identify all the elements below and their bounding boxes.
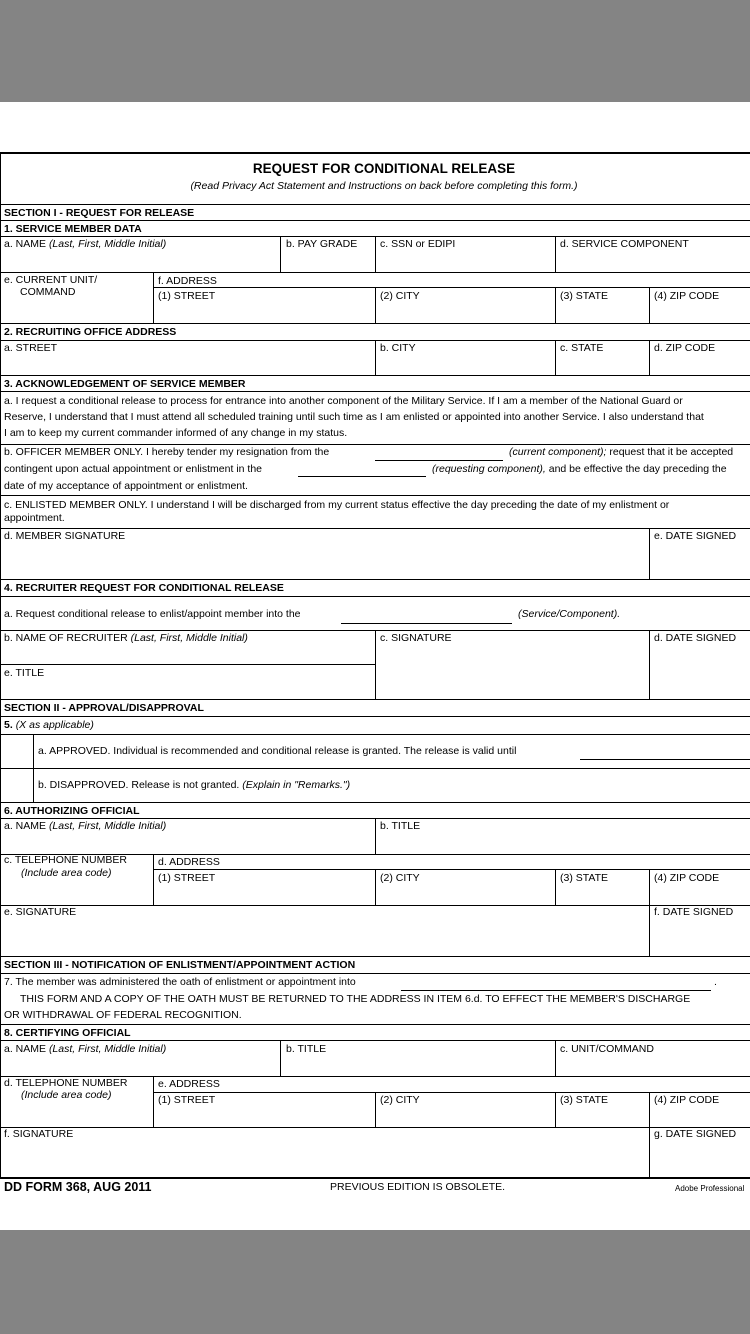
item-7-line-2: THIS FORM AND A COPY OF THE OATH MUST BE RETURNED TO THE ADDRESS IN ITEM 6.d. TO EFFECT THE MEMBER'S DISCHARGE [20, 993, 691, 1005]
field-4c-signature[interactable]: c. SIGNATURE [380, 632, 452, 644]
rule [0, 1024, 750, 1025]
blank-line [580, 759, 750, 760]
rule [0, 1177, 750, 1179]
item-5-header: 5. (X as applicable) [4, 719, 94, 731]
blank-line [375, 460, 503, 461]
item-4a-text: a. Request conditional release to enlist/appoint member into the [4, 608, 301, 620]
blank-line [401, 990, 711, 991]
rule [0, 973, 750, 974]
field-2b-city[interactable]: b. CITY [380, 342, 416, 354]
field-6d-zip[interactable]: (4) ZIP CODE [654, 872, 720, 884]
item-1-header: 1. SERVICE MEMBER DATA [4, 223, 142, 235]
rule [0, 375, 750, 376]
item-7-line-1: 7. The member was administered the oath of enlistment or appointment into [4, 976, 356, 988]
field-6d-city[interactable]: (2) CITY [380, 872, 420, 884]
field-6c-area-code-label: (Include area code) [21, 867, 112, 879]
blank-line [341, 623, 512, 624]
rule [0, 528, 750, 529]
rule [375, 869, 376, 905]
field-8e-zip[interactable]: (4) ZIP CODE [654, 1094, 720, 1106]
edition-notice: PREVIOUS EDITION IS OBSOLETE. [330, 1181, 506, 1193]
rule [153, 1092, 750, 1093]
rule [153, 272, 154, 323]
item-2-header: 2. RECRUITING OFFICE ADDRESS [4, 326, 177, 338]
item-6-header: 6. AUTHORIZING OFFICIAL [4, 805, 140, 817]
rule [0, 579, 750, 580]
item-3a-line-3: I am to keep my current commander informed of any change in my status. [4, 427, 348, 439]
rule [0, 391, 750, 392]
rule [0, 802, 750, 803]
field-6d-state[interactable]: (3) STATE [560, 872, 609, 884]
field-1b-pay-grade[interactable]: b. PAY GRADE [286, 238, 358, 250]
rule [0, 220, 750, 221]
field-6a-name[interactable]: a. NAME (Last, First, Middle Initial) [4, 820, 167, 832]
field-1e-command-label: COMMAND [20, 286, 76, 298]
rule [649, 869, 650, 905]
item-4a-service-component-label: (Service/Component). [518, 608, 621, 620]
item-3a-line-2: Reserve, I understand that I must attend all scheduled training until such time as I am enlisted or appointed into another Service. I also understand that [4, 411, 704, 423]
field-6d-street[interactable]: (1) STREET [158, 872, 216, 884]
rule [0, 956, 750, 957]
rule [375, 630, 376, 699]
field-8g-date-signed[interactable]: g. DATE SIGNED [654, 1128, 737, 1140]
field-2c-state[interactable]: c. STATE [560, 342, 604, 354]
blank-line [298, 476, 426, 477]
field-4d-date-signed[interactable]: d. DATE SIGNED [654, 632, 737, 644]
rule [649, 287, 650, 323]
rule [649, 1092, 650, 1127]
rule [0, 1040, 750, 1041]
field-1f-state[interactable]: (3) STATE [560, 290, 609, 302]
rule [0, 768, 750, 769]
rule [555, 1040, 556, 1076]
item-3c-line-2: appointment. [4, 512, 65, 524]
rule [375, 818, 376, 854]
field-3e-date-signed[interactable]: e. DATE SIGNED [654, 530, 737, 542]
form-number: DD FORM 368, AUG 2011 [4, 1180, 152, 1194]
field-4e-title[interactable]: e. TITLE [4, 667, 45, 679]
item-3b-line-2: contingent upon actual appointment or enlistment in the [4, 463, 263, 475]
field-1f-street[interactable]: (1) STREET [158, 290, 216, 302]
field-1e-current-unit[interactable]: e. CURRENT UNIT/ [4, 274, 98, 286]
option-5b-disapproved[interactable]: b. DISAPPROVED. Release is not granted. (Explain in "Remarks.") [38, 779, 351, 791]
rule [153, 854, 154, 905]
section-3-header: SECTION III - NOTIFICATION OF ENLISTMENT/APPOINTMENT ACTION [4, 959, 356, 971]
rule [0, 716, 750, 717]
rule [0, 152, 750, 154]
rule [0, 596, 750, 597]
item-3c-line-1: c. ENLISTED MEMBER ONLY. I understand I will be discharged from my current status effective the day preceding the date of my enlistment or [4, 499, 670, 511]
item-8-header: 8. CERTIFYING OFFICIAL [4, 1027, 131, 1039]
form-page [0, 102, 750, 1230]
item-3-header: 3. ACKNOWLEDGEMENT OF SERVICE MEMBER [4, 378, 246, 390]
rule [555, 236, 556, 272]
item-3b-line-3: date of my acceptance of appointment or enlistment. [4, 480, 248, 492]
field-1f-zip[interactable]: (4) ZIP CODE [654, 290, 720, 302]
field-6d-address: d. ADDRESS [158, 856, 220, 868]
field-8d-area-code-label: (Include area code) [21, 1089, 112, 1101]
field-1f-city[interactable]: (2) CITY [380, 290, 420, 302]
field-3d-member-signature[interactable]: d. MEMBER SIGNATURE [4, 530, 126, 542]
item-3b-line-2-end: (requesting component), and be effective the day preceding the [432, 463, 727, 475]
field-2a-street[interactable]: a. STREET [4, 342, 58, 354]
item-3b-line-1: b. OFFICER MEMBER ONLY. I hereby tender my resignation from the [4, 446, 330, 458]
field-8b-title[interactable]: b. TITLE [286, 1043, 327, 1055]
rule [555, 287, 556, 323]
field-8c-unit-command[interactable]: c. UNIT/COMMAND [560, 1043, 654, 1055]
item-3a-line-1: a. I request a conditional release to process for entrance into another component of the Military Service. If I am a member of the National Guard or [4, 395, 683, 407]
field-8a-name[interactable]: a. NAME (Last, First, Middle Initial) [4, 1043, 167, 1055]
rule [153, 1076, 154, 1127]
rule [280, 236, 281, 272]
rule [153, 869, 750, 870]
adobe-professional-mark: Adobe Professional [675, 1184, 745, 1193]
rule [555, 340, 556, 375]
rule [649, 1127, 650, 1177]
rule [375, 340, 376, 375]
rule [0, 444, 750, 445]
field-1c-ssn[interactable]: c. SSN or EDIPI [380, 238, 456, 250]
field-1d-service-component[interactable]: d. SERVICE COMPONENT [560, 238, 689, 250]
rule [153, 287, 750, 288]
field-2d-zip[interactable]: d. ZIP CODE [654, 342, 716, 354]
field-8e-address: e. ADDRESS [158, 1078, 220, 1090]
field-8e-street[interactable]: (1) STREET [158, 1094, 216, 1106]
field-4b-recruiter-name[interactable]: b. NAME OF RECRUITER (Last, First, Middle Initial) [4, 632, 248, 644]
item-7-line-3: OR WITHDRAWAL OF FEDERAL RECOGNITION. [4, 1009, 242, 1021]
rule [0, 323, 750, 324]
field-1f-address: f. ADDRESS [158, 275, 217, 287]
rule [555, 869, 556, 905]
rule [0, 204, 750, 205]
rule [649, 905, 650, 956]
rule [0, 495, 750, 496]
rule [649, 630, 650, 699]
rule [649, 340, 650, 375]
option-5a-approved[interactable]: a. APPROVED. Individual is recommended and conditional release is granted. The release is valid until [38, 745, 517, 757]
rule [33, 734, 34, 802]
field-1a-name[interactable]: a. NAME (Last, First, Middle Initial) [4, 238, 167, 250]
rule [0, 664, 375, 665]
rule [0, 699, 750, 700]
rule [375, 1092, 376, 1127]
item-7-line-1-end: . [714, 976, 717, 988]
item-3b-line-1-end: (current component); request that it be accepted [509, 446, 734, 458]
rule [280, 1040, 281, 1076]
rule [375, 287, 376, 323]
rule [0, 734, 750, 735]
section-1-header: SECTION I - REQUEST FOR RELEASE [4, 207, 195, 219]
field-6c-telephone[interactable]: c. TELEPHONE NUMBER [4, 854, 127, 866]
field-6e-signature[interactable]: e. SIGNATURE [4, 906, 77, 918]
rule [0, 905, 750, 906]
section-2-header: SECTION II - APPROVAL/DISAPPROVAL [4, 702, 204, 714]
field-8e-state[interactable]: (3) STATE [560, 1094, 609, 1106]
field-8e-city[interactable]: (2) CITY [380, 1094, 420, 1106]
item-4-header: 4. RECRUITER REQUEST FOR CONDITIONAL RELEASE [4, 582, 284, 594]
field-6f-date-signed[interactable]: f. DATE SIGNED [654, 906, 734, 918]
field-8d-telephone[interactable]: d. TELEPHONE NUMBER [4, 1077, 128, 1089]
form-title: REQUEST FOR CONDITIONAL RELEASE [252, 161, 516, 176]
rule [555, 1092, 556, 1127]
rule [375, 236, 376, 272]
rule [0, 272, 750, 273]
rule [0, 1127, 750, 1128]
field-8f-signature[interactable]: f. SIGNATURE [4, 1128, 74, 1140]
rule [649, 528, 650, 579]
field-6b-title[interactable]: b. TITLE [380, 820, 421, 832]
form-subtitle: (Read Privacy Act Statement and Instructions on back before completing this form.) [190, 180, 578, 192]
